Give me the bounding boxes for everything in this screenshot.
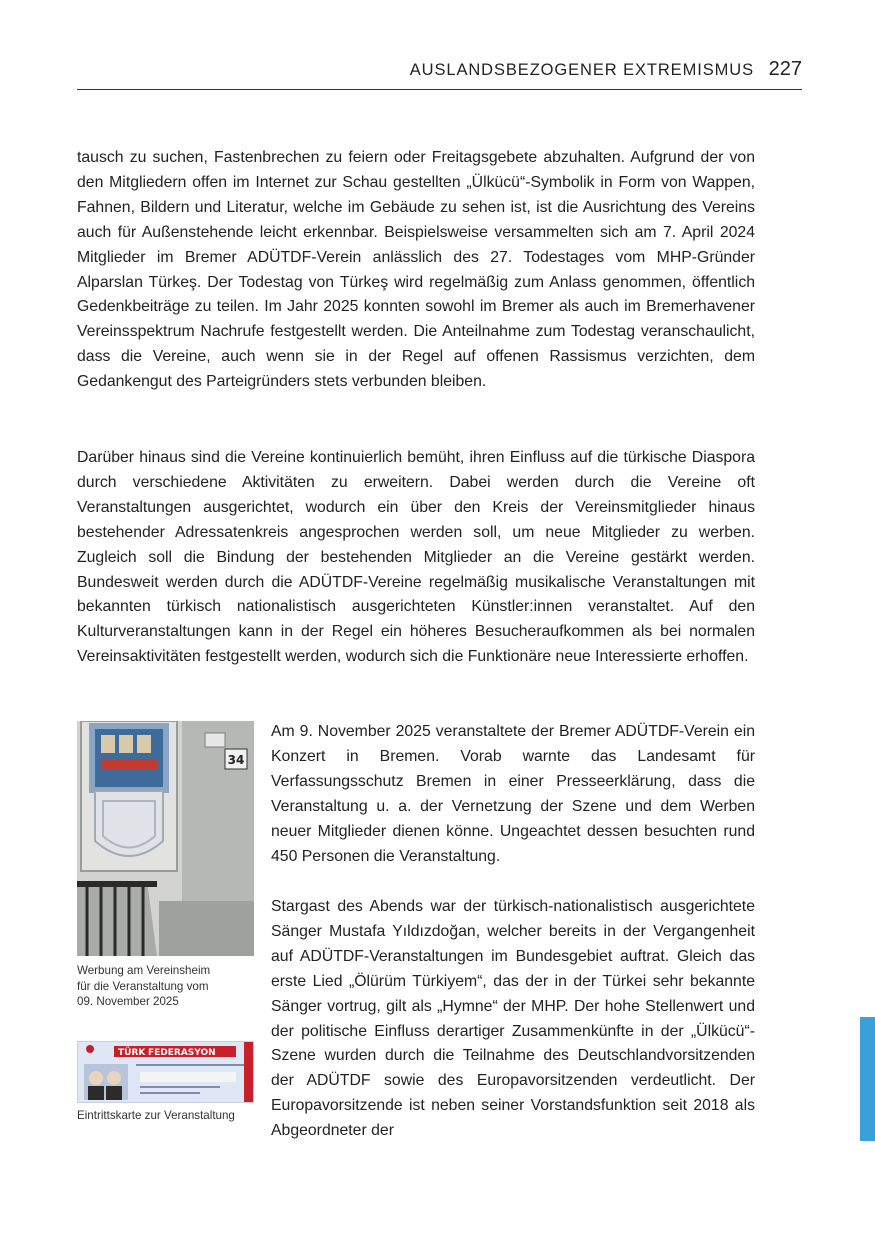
- running-header: [77, 58, 802, 90]
- body-paragraph-1: tausch zu suchen, Fastenbrechen zu feiern oder Freitagsgebete abzuhalten. Aufgrund der von den Mitgliedern offen im Internet zur Schau gestellten „Ülkücü“-Symbolik in Form von Wappen, Fahnen, Bildern und Literatur, welche im Gebäude zu sehen ist, ist die Ausrichtung des Vereins auch für Außenstehende leicht erkennbar. Beispielsweise versammelten sich am 7. April 2024 Mitglieder im Bremer ADÜTDF-Verein anlässlich des 27. Todestages vom MHP-Gründer Alparslan Türkeş. Der Todestag von Türkeş wird regelmäßig zum Anlass genommen, öffentlich Gedenkbeiträge zu teilen. Im Jahr 2025 konnten sowohl im Bremer als auch im Bremerhavener Vereinsspektrum Nachrufe festgestellt werden. Die Anteilnahme zum Todestag veranschaulicht, dass die Vereine, auch wenn sie in der Regel auf offenen Rassismus verzichten, dem Gedankengut des Parteigründers stets verbunden bleiben.: [77, 149, 755, 391]
- page-number: 227: [768, 58, 802, 80]
- house-number: 34: [227, 753, 245, 767]
- photo-caption: [77, 963, 257, 1010]
- building-photo-illustration: [77, 721, 254, 956]
- ticket-illustration: [78, 1042, 254, 1103]
- chapter-side-tab: [860, 1017, 875, 1141]
- body-paragraph-4: Stargast des Abends war der türkisch-nationalistisch ausgerichtete Sänger Mustafa Yıldızdoğan, welcher bereits in der Vergangenheit auf ADÜTDF-Veranstaltungen im Bundesgebiet auftrat. Gleich das erste Lied „Ölürüm Türkiyem“, das der in der Türkei sehr bekannte Sänger vortrug, gilt als „Hymne“ der MHP. Der hohe Stellenwert und der politische Einfluss derartiger Zusammenkünfte in der „Ülkücü“-Szene wurden durch die Teilnahme des Deutschlandvorsitzenden der ADÜTDF sowie des Europavorsitzenden verdeutlicht. Der Europavorsitzende ist neben seiner Vorstandsfunktion seit 2018 als Abgeordneter der: [271, 898, 755, 1140]
- body-paragraph-3: Am 9. November 2025 veranstaltete der Bremer ADÜTDF-Verein ein Konzert in Bremen. Vorab warnte das Landesamt für Verfassungsschutz Bremen in einer Presseerklärung, dass die Veranstaltung u. a. der Vernetzung der Szene und dem Werben neuer Mitglieder dienen könne. Ungeachtet dessen besuchten rund 450 Personen die Veranstaltung.: [271, 723, 755, 865]
- ticket-caption: Eintrittskarte zur Veranstaltung: [77, 1109, 235, 1122]
- body-paragraph-2: Darüber hinaus sind die Vereine kontinuierlich bemüht, ihren Einfluss auf die türkische Diaspora durch verschiedene Aktivitäten zu erweitern. Dabei werden durch die Vereine oft Veranstaltungen ausgerichtet, wodurch ein über den Kreis der Vereinsmitglieder hinaus bestehender Adressatenkreis angesprochen werden soll, um neue Mitglieder zu werben. Zugleich soll die Bindung der bestehenden Mitglieder an die Vereine gestärkt werden. Bundesweit werden durch die ADÜTDF-Vereine regelmäßig musikalische Veranstaltungen mit bekannten türkisch nationalistisch ausgerichteten Künstler:innen veranstaltet. Auf den Kulturveranstaltungen kann in der Regel ein höheres Besucheraufkommen als bei normalen Vereinsaktivitäten festgestellt werden, wodurch sich die Funktionäre neue Interessierte erhoffen.: [77, 449, 755, 666]
- ticket-brand-part2: FEDERASYON: [148, 1048, 216, 1058]
- ticket-image: [77, 1041, 254, 1103]
- ticket-brand-part1: TÜRK: [118, 1048, 146, 1058]
- chapter-title: AUSLANDSBEZOGENER EXTREMISMUS: [409, 61, 754, 79]
- building-photo: [77, 721, 254, 956]
- photo-caption-text: Werbung am Vereinsheim für die Veranstaltung vom 09. November 2025: [77, 964, 211, 1009]
